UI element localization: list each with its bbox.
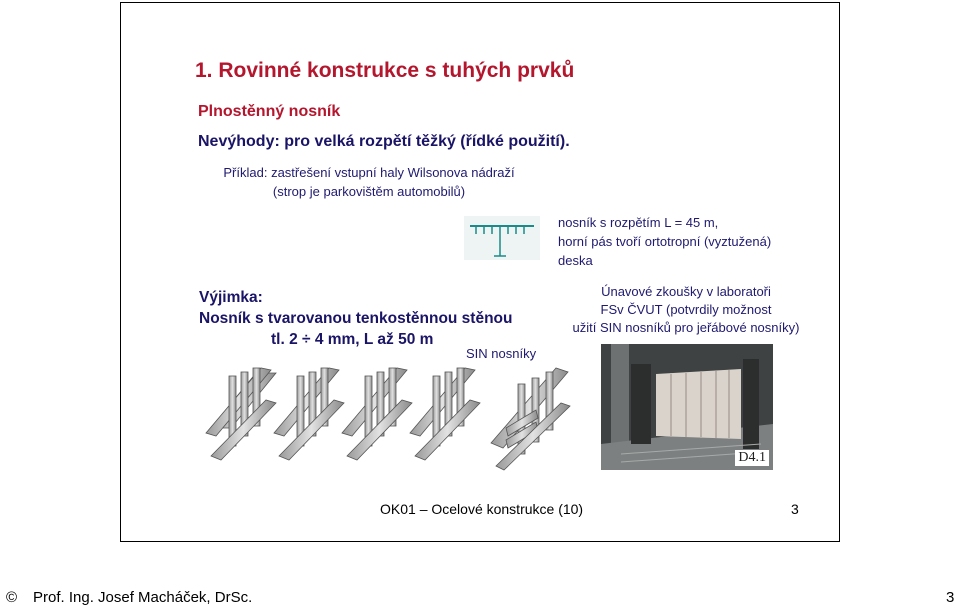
exception-line-3: tl. 2 ÷ 4 mm, L až 50 m bbox=[271, 331, 434, 348]
corrugated-web-beams-illustration bbox=[201, 348, 576, 473]
beam-4 bbox=[410, 368, 480, 460]
exception-line-1: Výjimka: bbox=[199, 289, 263, 306]
beam-note bbox=[558, 213, 771, 270]
fatigue-line-2: FSv ČVUT (potvrdily možnost bbox=[600, 302, 772, 317]
fatigue-line-1: Únavové zkoušky v laboratoři bbox=[601, 284, 771, 299]
fatigue-test-note bbox=[573, 283, 800, 337]
fatigue-test-photo bbox=[601, 344, 773, 470]
beam-2 bbox=[274, 368, 344, 460]
fatigue-line-3: užití SIN nosníků pro jeřábové nosníky) bbox=[572, 320, 800, 335]
beam-note-line-3: deska bbox=[558, 253, 593, 268]
beam-note-line-1: nosník s rozpětím L = 45 m, bbox=[558, 215, 719, 230]
orthotropic-deck-sketch bbox=[464, 216, 540, 260]
exception-line-2: Nosník s tvarovanou tenkostěnnou stěnou bbox=[199, 310, 513, 327]
slide-footer: OK01 – Ocelové konstrukce (10) bbox=[380, 501, 584, 517]
example-line-1: Příklad: zastřešení vstupní haly Wilsonova nádraží bbox=[223, 165, 515, 180]
page-footer-author: Prof. Ing. Josef Macháček, DrSc. bbox=[33, 589, 253, 606]
example-line-2: (strop je parkovištěm automobilů) bbox=[272, 184, 466, 199]
page-footer-copyright: © bbox=[6, 589, 18, 606]
beam-note-line-2: horní pás tvoří ortotropní (vyztužená) bbox=[558, 234, 772, 249]
sin-beams-label: SIN nosníky bbox=[466, 346, 537, 361]
exception-text bbox=[199, 287, 513, 350]
slide-title: 1. Rovinné konstrukce s tuhých prvků bbox=[195, 59, 575, 82]
beam-1 bbox=[206, 368, 276, 460]
slide-subtitle: Plnostěnný nosník bbox=[198, 103, 341, 120]
beam-3 bbox=[342, 368, 412, 460]
slide-page-number: 3 bbox=[791, 501, 799, 517]
page-footer-page: 3 bbox=[946, 589, 955, 606]
slide bbox=[120, 2, 840, 542]
beam-5 bbox=[491, 368, 570, 470]
disadvantages-text: Nevýhody: pro velká rozpětí těžký (řídké použití). bbox=[198, 133, 570, 150]
photo-tag: D4.1 bbox=[735, 450, 769, 466]
example-text bbox=[162, 163, 576, 201]
